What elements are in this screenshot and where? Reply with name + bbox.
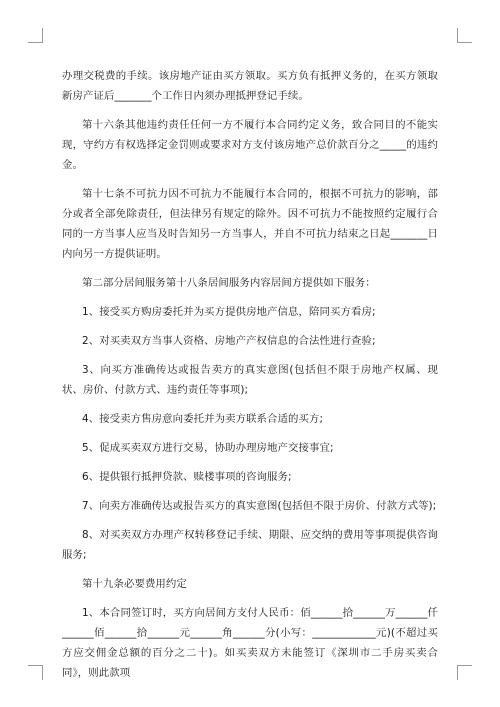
paragraph: 1、本合同签订时，买方向居间方支付人民币：佰______拾______万______仟______佰______拾______元______角______分(小写：____________元)(不超过买方应交佣金总额的百分之二十)。如买卖双方未能签订《深圳市二手房买卖合同》，则此款项 — [62, 607, 438, 679]
list-item: 3、向买方准确传达或报告卖方的真实意图(包括但不限于房地产权属、现状、房价、付款方式、违约责任等事项); — [62, 364, 438, 396]
list-item: 2、对买卖双方当事人资格、房地产产权信息的合法性进行查验; — [82, 335, 376, 347]
section-heading: 第十九条必要费用约定 — [82, 578, 187, 590]
list-item: 1、接受买方购房委托并为买方提供房地产信息，陪同买方看房; — [82, 306, 376, 318]
list-item: 7、向卖方准确传达或报告买方的真实意图(包括但不限于房价、付款方式等); — [82, 500, 437, 512]
list-item: 5、促成买卖双方进行交易，协助办理房地产交接事宜; — [82, 442, 334, 454]
crop-mark-top-right — [457, 28, 472, 43]
paragraph: 第十七条不可抗力因不可抗力不能履行本合同的，根据不可抗力的影响，部分或者全部免除责任，但法律另有规定的除外。因不可抗力不能按照约定履行合同的一方当事人应当及时告知另一方当事人，并自不可抗力结束之日起_______日内向另一方提供证明。 — [62, 188, 438, 260]
paragraph: 办理交税费的手续。该房地产证由买方领取。买方负有抵押义务的，在买方领取新房产证后_______个工作日内须办理抵押登记手续。 — [62, 70, 438, 102]
list-item: 8、对买卖双方办理产权转移登记手续、期限、应交纳的费用等事项提供咨询服务; — [62, 529, 438, 561]
paragraph: 第十六条其他违约责任任何一方不履行本合同约定义务，致合同目的不能实现，守约方有权选择定金罚则或要求对方支付该房地产总价款百分之_____的违约金。 — [62, 119, 438, 171]
list-item: 4、接受卖方售房意向委托并为卖方联系合适的买方; — [82, 413, 324, 425]
crop-mark-bottom-right — [457, 665, 472, 680]
crop-mark-top-left — [28, 28, 43, 43]
crop-mark-bottom-left — [28, 665, 43, 680]
list-item: 6、提供银行抵押贷款、赎楼事项的咨询服务; — [82, 471, 292, 483]
document-body — [62, 66, 438, 692]
paragraph: 第二部分居间服务第十八条居间服务内容居间方提供如下服务： — [82, 277, 376, 289]
